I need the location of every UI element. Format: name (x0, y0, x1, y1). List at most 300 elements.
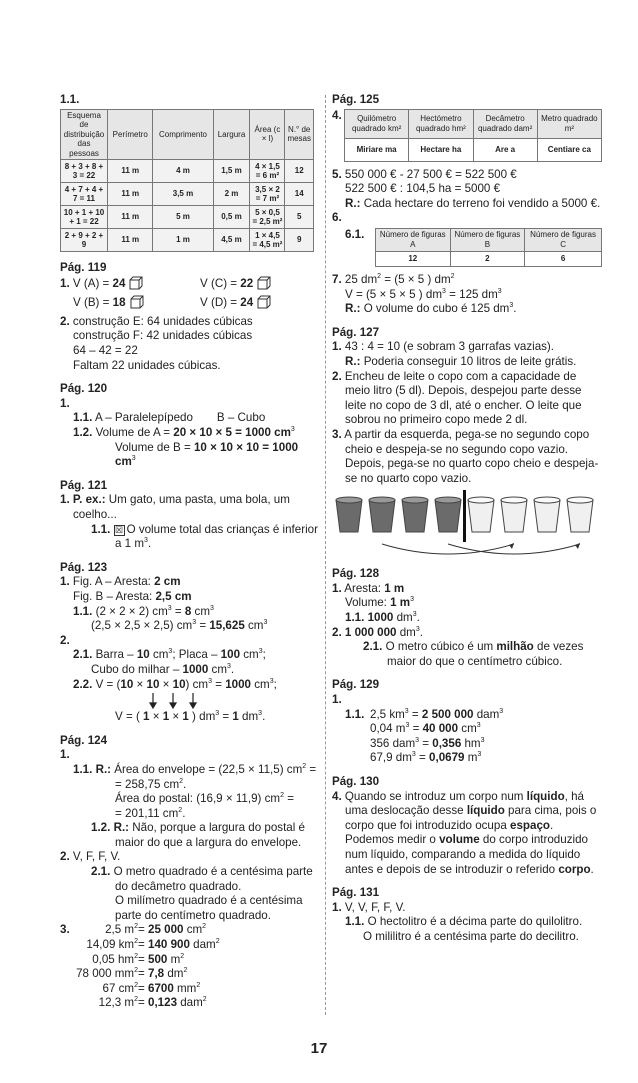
answer-value: 1 (182, 710, 189, 724)
item-number: 1. (60, 575, 70, 589)
table-header-row (345, 109, 602, 138)
full-glass-icon (336, 500, 362, 532)
item-number: 1.1. (73, 604, 93, 618)
item-number: 1.1. (73, 762, 93, 776)
conversion-row: 0,04 $m^3 = 40$ 000 $cm^3$ (370, 722, 481, 736)
item-number: 1. (60, 493, 70, 507)
table-cell: 1,5 m (213, 160, 250, 183)
pour-arrow (382, 544, 514, 554)
item-number: 6. (332, 211, 342, 225)
answer-2 (60, 634, 318, 649)
answer-1-1b (60, 619, 318, 634)
table-cell: 11 m (108, 183, 153, 206)
answer-1 (332, 340, 602, 355)
answer-text: Um gato, uma pasta, uma bola, um coelho... (73, 493, 290, 521)
answer-5 (332, 168, 602, 183)
answer-1-1b: = 258,75 $cm^2$. (115, 777, 187, 791)
table-header-row (61, 109, 314, 160)
table-cell: 12 (285, 160, 314, 183)
item-number: 1. (332, 581, 342, 595)
answer-text: Encheu de leite o copo com a capacidade de meio litro (5 dl). Depois, despejou parte desse leite no copo de 3 dl, até o encher. O leite que sobrou no primeiro copo mede 2 dl. (344, 369, 582, 427)
answer-keyword: corpo (558, 862, 591, 876)
item-number: 2.1. (91, 865, 111, 879)
answer-1b (332, 596, 602, 611)
answer-label: R.: (345, 196, 361, 210)
conversion-arrows (60, 692, 318, 710)
answer-label: R.: (345, 354, 361, 368)
answer-value: 1 m (384, 581, 405, 595)
page-ref-129: Pág. 129 (332, 678, 380, 692)
conversion-row: 0,05 $hm^2$ = 500 $m^2$ (92, 952, 185, 966)
answer-4 (332, 109, 602, 162)
conversion-row: 78 000 $mm^2$ = 7,8 $dm^2$ (76, 967, 188, 981)
item-number: 1.1. (91, 522, 111, 536)
answer-keyword: volume (439, 833, 480, 847)
table-cell: 11 m (108, 160, 153, 183)
answer-value: 1000 (225, 677, 252, 691)
superscript: 3 (412, 611, 417, 619)
answer-text: (2,5 × 2,5 × 2,5) cm (91, 619, 193, 633)
glass-rim (567, 497, 593, 503)
answer-text: Cubo do milhar – (91, 662, 183, 676)
superscript: 3 (509, 302, 514, 310)
conversion-row: 67,9 $dm^3 = 0,0679$ $m^3$ (370, 751, 482, 765)
volume-row-1 (60, 276, 318, 292)
item-number: 1.1. (345, 915, 365, 929)
table-header: Número de figuras A (376, 228, 451, 251)
unit: cm (240, 648, 259, 662)
table-cell: 2 + 9 + 2 + 9 (61, 229, 108, 252)
answer-value: 1 m (390, 596, 411, 610)
table-cell: Hectare ha (409, 138, 473, 161)
superscript: 2 (377, 272, 382, 280)
glass-rim (402, 497, 428, 503)
answer-text: V = ( (115, 710, 144, 724)
unit: cm (191, 604, 211, 618)
table-cell: 1 × 4,5 = 4,5 m² (250, 229, 285, 252)
table-header-row (376, 228, 602, 251)
superscript: 2 (280, 792, 284, 800)
answer-1 (332, 582, 602, 597)
table-row (376, 251, 602, 266)
page-ref-127: Pág. 127 (332, 325, 380, 339)
answer-text: construção F: 42 unidades cúbicas (73, 329, 253, 343)
answer-text: Área do envelope = (22,5 × 11,5) cm (111, 762, 303, 776)
superscript: 3 (258, 648, 263, 656)
answer-1-2b (60, 441, 318, 470)
item-number: 1. (60, 396, 70, 410)
unit: cm (251, 677, 270, 691)
answer-text: Quando se introduz um corpo num (344, 789, 527, 803)
answer-keyword: espaço (510, 818, 550, 832)
answer-text: , há uma deslocação desse (345, 789, 584, 818)
answer-text: . Podemos medir o (345, 818, 554, 847)
item-number: 1. (332, 340, 342, 354)
page-ref-123: Pág. 123 (60, 560, 108, 574)
answer-value: 20 × 10 × 5 = 1000 cm (173, 426, 291, 440)
table-row (345, 138, 602, 161)
answer-4 (332, 790, 602, 878)
answer-text: Volume: (345, 596, 391, 610)
answer-1-2 (60, 821, 318, 850)
table-header: N.° de mesas (285, 109, 314, 160)
answer-1-1: 1.1. ☒ O volume total das crianças é inferior a 1 $m^3$. (91, 522, 318, 551)
answer-2 (332, 370, 602, 428)
answer-text: Aresta: (344, 581, 385, 595)
table-header: Área (c × l) (250, 109, 285, 160)
answer-3 (332, 428, 602, 486)
volume-value: 24 (240, 296, 254, 310)
answer-label: R.: (113, 821, 130, 835)
answer-2 (60, 315, 318, 330)
cube-icon (257, 276, 271, 290)
answer-7c: R.: O volume do cubo é 125 $dm^3$. (345, 302, 517, 316)
table-header: Número de figuras C (525, 228, 602, 251)
item-number: 2. (60, 633, 70, 647)
table-cell: 4 + 7 + 4 + 7 = 11 (61, 183, 108, 206)
table-row (61, 183, 314, 206)
answer-2-1 (332, 640, 602, 669)
conversion-row: 12,3 $m^2$ = 0,123 dam$^2$ (98, 996, 207, 1010)
item-number: 1.2. (91, 821, 111, 835)
answer-2-2: 2.2. V = (10 × 10 × 10) $cm^3 = 1000$ $cm^3$; (73, 677, 277, 691)
table-header: Quilómetro quadrado km² (345, 109, 409, 138)
arrow-head-icon (509, 543, 514, 549)
unit: cm (208, 662, 227, 676)
table-cell: 3,5 m (153, 183, 213, 206)
empty-glass-icon (567, 500, 593, 532)
answer-value: 2,5 cm (155, 589, 192, 603)
glass-rim (435, 497, 461, 503)
table-cell: 9 (285, 229, 314, 252)
item-number: 1.2. (73, 426, 93, 440)
answer-1-1c: Área do postal: (16,9 × 11,9) $cm^2$ = (115, 792, 294, 806)
answer-1-1 (60, 411, 318, 426)
superscript: 3 (208, 677, 212, 685)
answer-text: Fig. B – Aresta: (73, 589, 156, 603)
table-row (61, 229, 314, 252)
unit: dm (393, 611, 413, 625)
equals: = (171, 604, 185, 618)
answer-text: Faltam 22 unidades cúbicas. (73, 358, 221, 372)
page-ref-124: Pág. 124 (60, 733, 108, 747)
volume-value: 22 (240, 276, 254, 290)
table-row (61, 206, 314, 229)
unit: cm (149, 648, 169, 662)
answer-text: 64 – 42 = 22 (73, 344, 138, 358)
answer-1-1 (60, 605, 318, 620)
table-cell: 4 × 1,5 = 6 m² (250, 160, 285, 183)
item-number: 2. (60, 850, 70, 864)
table-header: Perímetro (108, 109, 153, 160)
conversion-row: 67 $cm^2$ = 6700 $mm^2$ (102, 981, 201, 995)
table-cell: 4 m (153, 160, 213, 183)
answer-2: 2. 1 000 000 $dm^3$. (332, 625, 423, 639)
answer-text: O milímetro quadrado é a centésima parte do centímetro quadrado. (115, 894, 303, 922)
table-cell: 11 m (108, 229, 153, 252)
answer-1b (332, 355, 602, 370)
cube-icon (257, 295, 271, 309)
conversion-list (332, 708, 602, 766)
answer-text: Poderia conseguir 10 litros de leite grátis. (360, 354, 577, 368)
answer-text: A – Paralelepípedo (94, 411, 193, 425)
answer-text: Volume de A = (95, 426, 174, 440)
page-ref-120: Pág. 120 (60, 382, 108, 396)
equals: = (196, 619, 210, 633)
unit: dm (238, 710, 259, 724)
volume-label: V (C) = (200, 276, 241, 290)
full-glass-icon (369, 500, 395, 532)
item-number: 2.1. (363, 640, 383, 654)
table-row (61, 160, 314, 183)
answer-text: 550 000 € - 27 500 € = 522 500 € (344, 167, 517, 181)
answer-text: de vezes maior do que o centímetro cúbico. (387, 640, 584, 668)
table-header: Metro quadrado m² (537, 109, 601, 138)
superscript: 2 (179, 777, 184, 785)
superscript: 3 (263, 619, 268, 627)
pour-arrow (448, 544, 580, 554)
glass-rim (369, 497, 395, 503)
superscript: 3 (167, 604, 172, 612)
answer-value: 2 cm (154, 575, 181, 589)
item-number: 3. (332, 427, 342, 441)
full-glass-icon (435, 500, 461, 532)
item-number: 1.1. (73, 411, 93, 425)
answer-text: O metro cúbico é um (385, 640, 497, 654)
answer-1-1d: = 201,11 $cm^2$. (115, 806, 186, 820)
answer-text: = 201,11 cm (115, 806, 179, 820)
answer-text: para cima, pois o corpo que foi introduzido ocupa (345, 804, 597, 832)
answer-1-2 (60, 426, 318, 441)
answer-text: O metro quadrado é a centésima parte do decâmetro quadrado. (113, 865, 313, 893)
page-ref-128: Pág. 128 (332, 567, 380, 581)
table-cell: Centiare ca (537, 138, 601, 161)
superscript: 3 (168, 648, 173, 656)
superscript: 3 (227, 662, 231, 670)
answer-text: Volume de B = (115, 440, 194, 454)
answer-1b (60, 590, 318, 605)
answer-text: V = (5 × 5 × 5 ) dm (345, 287, 442, 301)
answer-value: 10 (172, 677, 186, 691)
item-number: 2. (60, 314, 70, 328)
answer-1 (60, 493, 318, 522)
table-header: Esquema de distribuição das pessoas (61, 109, 108, 160)
answer-2 (60, 850, 318, 865)
table-cell: 2 (450, 251, 525, 266)
empty-glass-icon (534, 500, 560, 532)
empty-glass-icon (501, 500, 527, 532)
table-cell: 5 m (153, 206, 213, 229)
answer-text: do corpo introduzido num líquido, comparando a medida do líquido antes e depois de se introduzir o referido (345, 833, 588, 876)
answer-value: 1000 (182, 662, 209, 676)
table-cell: 5 × 0,5 = 2,5 m² (250, 206, 285, 229)
superscript: 3 (144, 537, 148, 545)
conversion-list (60, 923, 318, 1011)
superscript: 3 (410, 596, 415, 604)
answer-value: 8 (184, 604, 192, 618)
answer-text: Cada hectare do terreno foi vendido a 5000 €. (360, 196, 601, 210)
answer-text: V, F, F, V. (72, 850, 121, 864)
answer-text: O mililitro é a centésima parte do decilitro. (363, 929, 579, 943)
checked-box-icon: ☒ (115, 524, 124, 535)
volume-label: V (A) = (72, 276, 113, 290)
answer-text: 522 500 € : 104,5 ha = 5000 € (345, 182, 501, 196)
answer-value: 1 (162, 710, 170, 724)
answer-text: = 258,75 cm (115, 777, 180, 791)
answer-keyword: líquido (526, 789, 565, 803)
table-cell: 6 (525, 251, 602, 266)
answer-1 (332, 901, 602, 916)
area-units-table (344, 109, 602, 162)
answer-6-1 (332, 228, 602, 267)
superscript: 3 (210, 604, 214, 612)
superscript: 2 (450, 272, 455, 280)
item-number: 2. (332, 369, 342, 383)
section-1-1-label: 1.1. (60, 93, 80, 106)
item-number: 7. (332, 272, 342, 286)
glass-rim (534, 497, 560, 503)
column-divider (325, 95, 326, 1015)
answer-text: V, V, F, F, V. (344, 900, 406, 914)
superscript: 3 (269, 677, 274, 685)
superscript: 3 (258, 710, 263, 718)
answer-text: O volume do cubo é 125 dm (360, 302, 510, 316)
tables-distribution-table (60, 109, 314, 253)
table-header: Hectómetro quadrado hm² (409, 109, 473, 138)
table-header: Comprimento (153, 109, 213, 160)
item-number: 4. (332, 108, 342, 122)
superscript: 3 (192, 619, 197, 627)
superscript: 3 (131, 455, 136, 463)
page-ref-119: Pág. 119 (60, 261, 107, 275)
glass-rim (336, 497, 362, 503)
table-cell: Miriare ma (345, 138, 409, 161)
answer-2-2b: V = ( 1 × 1 × 1 ) $dm^3 = 1$ $dm^3$. (115, 710, 266, 724)
superscript: 3 (415, 625, 420, 633)
volume-value: 24 (112, 276, 126, 290)
table-cell: 0,5 m (213, 206, 250, 229)
answer-text: ) cm (185, 677, 209, 691)
item-number: 1.1. (345, 707, 365, 721)
answer-2-1b: Cubo do milhar – 1000 $cm^3$. (91, 662, 235, 676)
answer-text: . (590, 862, 594, 876)
answer-5c (332, 197, 602, 212)
answer-text: Não, porque a largura do postal é maior do que a largura do envelope. (115, 821, 306, 849)
answer-value: 1000 (367, 611, 394, 625)
answer-text: V = ( (95, 677, 121, 691)
answer-text: ) dm (188, 710, 216, 724)
answer-value: 1 (232, 710, 239, 724)
table-cell: 12 (376, 251, 451, 266)
glass-rim (468, 497, 494, 503)
item-number: 2. (332, 625, 342, 639)
table-cell: Are a (473, 138, 537, 161)
table-cell: 14 (285, 183, 314, 206)
superscript: 3 (215, 710, 220, 718)
glass-rim (501, 497, 527, 503)
answer-1-1 (332, 708, 602, 766)
conversion-row: 356 dam$^3$ = 0,356 $hm^3$ (370, 736, 485, 750)
table-cell: 8 + 3 + 8 + 3 = 22 (61, 160, 108, 183)
answer-text: = 125 dm (445, 287, 498, 301)
item-number: 1.1. (345, 611, 365, 625)
page-ref-125: Pág. 125 (332, 93, 380, 106)
answer-text: Área do postal: (16,9 × 11,9) cm (115, 792, 281, 806)
answer-value: 10 (120, 677, 134, 691)
table-cell: 3,5 × 2 = 7 m² (250, 183, 285, 206)
glasses-illustration (332, 488, 598, 558)
superscript: 3 (442, 287, 446, 295)
volume-row-2 (60, 295, 318, 311)
item-number: 2.1. (73, 648, 93, 662)
answer-1 (60, 575, 318, 590)
table-cell: 11 m (108, 206, 153, 229)
answer-value: 15,625 (209, 619, 245, 633)
answer-value: 10 (136, 648, 150, 662)
conversion-row: 14,09 $km^2$ = 140 900 dam$^2$ (86, 938, 220, 952)
answer-value: 1 (143, 710, 150, 724)
page-number: 17 (310, 1040, 328, 1057)
table-cell: 2 m (213, 183, 250, 206)
superscript: 2 (178, 806, 183, 814)
answer-1-1 (332, 915, 602, 930)
item-number: 1. (332, 900, 342, 914)
answer-text: A partir da esquerda, pega-se no segundo copo cheio e despeja-se no segundo copo vazio. Depois, pega-se no quarto copo cheio e despeja-se no quarto copo vazio. (344, 427, 599, 485)
answer-value: milhão (496, 640, 534, 654)
table-cell: 10 + 1 + 10 + 1 = 22 (61, 206, 108, 229)
page-ref-121: Pág. 121 (60, 478, 108, 492)
item-number: 1. (332, 693, 342, 707)
answer-text: ; Placa – (172, 648, 221, 662)
answer-text: 43 : 4 = 10 (e sobram 3 garrafas vazias). (344, 340, 555, 354)
left-column (60, 93, 318, 1011)
page-ref-130: Pág. 130 (332, 775, 380, 788)
unit: dm (396, 625, 416, 639)
answer-2-1 (60, 865, 318, 894)
item-number: 4. (332, 789, 342, 803)
answer-text: B – Cubo (216, 411, 266, 425)
answer-7 (332, 273, 602, 288)
superscript: 2 (302, 762, 307, 770)
answer-value: 10 × 10 × 10 = 1000 cm (115, 440, 299, 469)
conversion-row: 2,5 $m^2$ = 25 000 $cm^2$ (105, 923, 207, 937)
answer-6 (332, 211, 602, 226)
cube-icon (129, 276, 143, 290)
item-number: 6.1. (345, 227, 365, 241)
table-cell: 1 m (153, 229, 213, 252)
cube-icon (130, 295, 144, 309)
answer-text: Fig. A – Aresta: (72, 575, 155, 589)
volume-label: V (B) = (73, 296, 113, 310)
answer-2-1: 2.1. Barra – 10 $cm^3$; Placa – 100 $cm^3$; (73, 648, 266, 662)
down-arrows-icon (115, 692, 255, 710)
answer-7b (332, 288, 602, 303)
answer-text: O hectolitro é a décima parte do quilolitro. (367, 915, 583, 929)
item-number: 2.2. (73, 677, 93, 691)
divider-bar (463, 490, 466, 542)
table-header: Largura (213, 109, 250, 160)
page-ref-131: Pág. 131 (332, 886, 380, 900)
item-number: 1. (60, 276, 70, 290)
answer-1-1 (60, 763, 318, 778)
item-number: 1. (60, 748, 70, 762)
answer-text: construção E: 64 unidades cúbicas (72, 314, 253, 328)
volume-label: V (D) = (200, 296, 241, 310)
arrow-head-icon (575, 543, 580, 549)
answer-value: 10 (146, 677, 160, 691)
example-label: P. ex.: (72, 493, 106, 507)
item-number: 5. (332, 167, 342, 181)
